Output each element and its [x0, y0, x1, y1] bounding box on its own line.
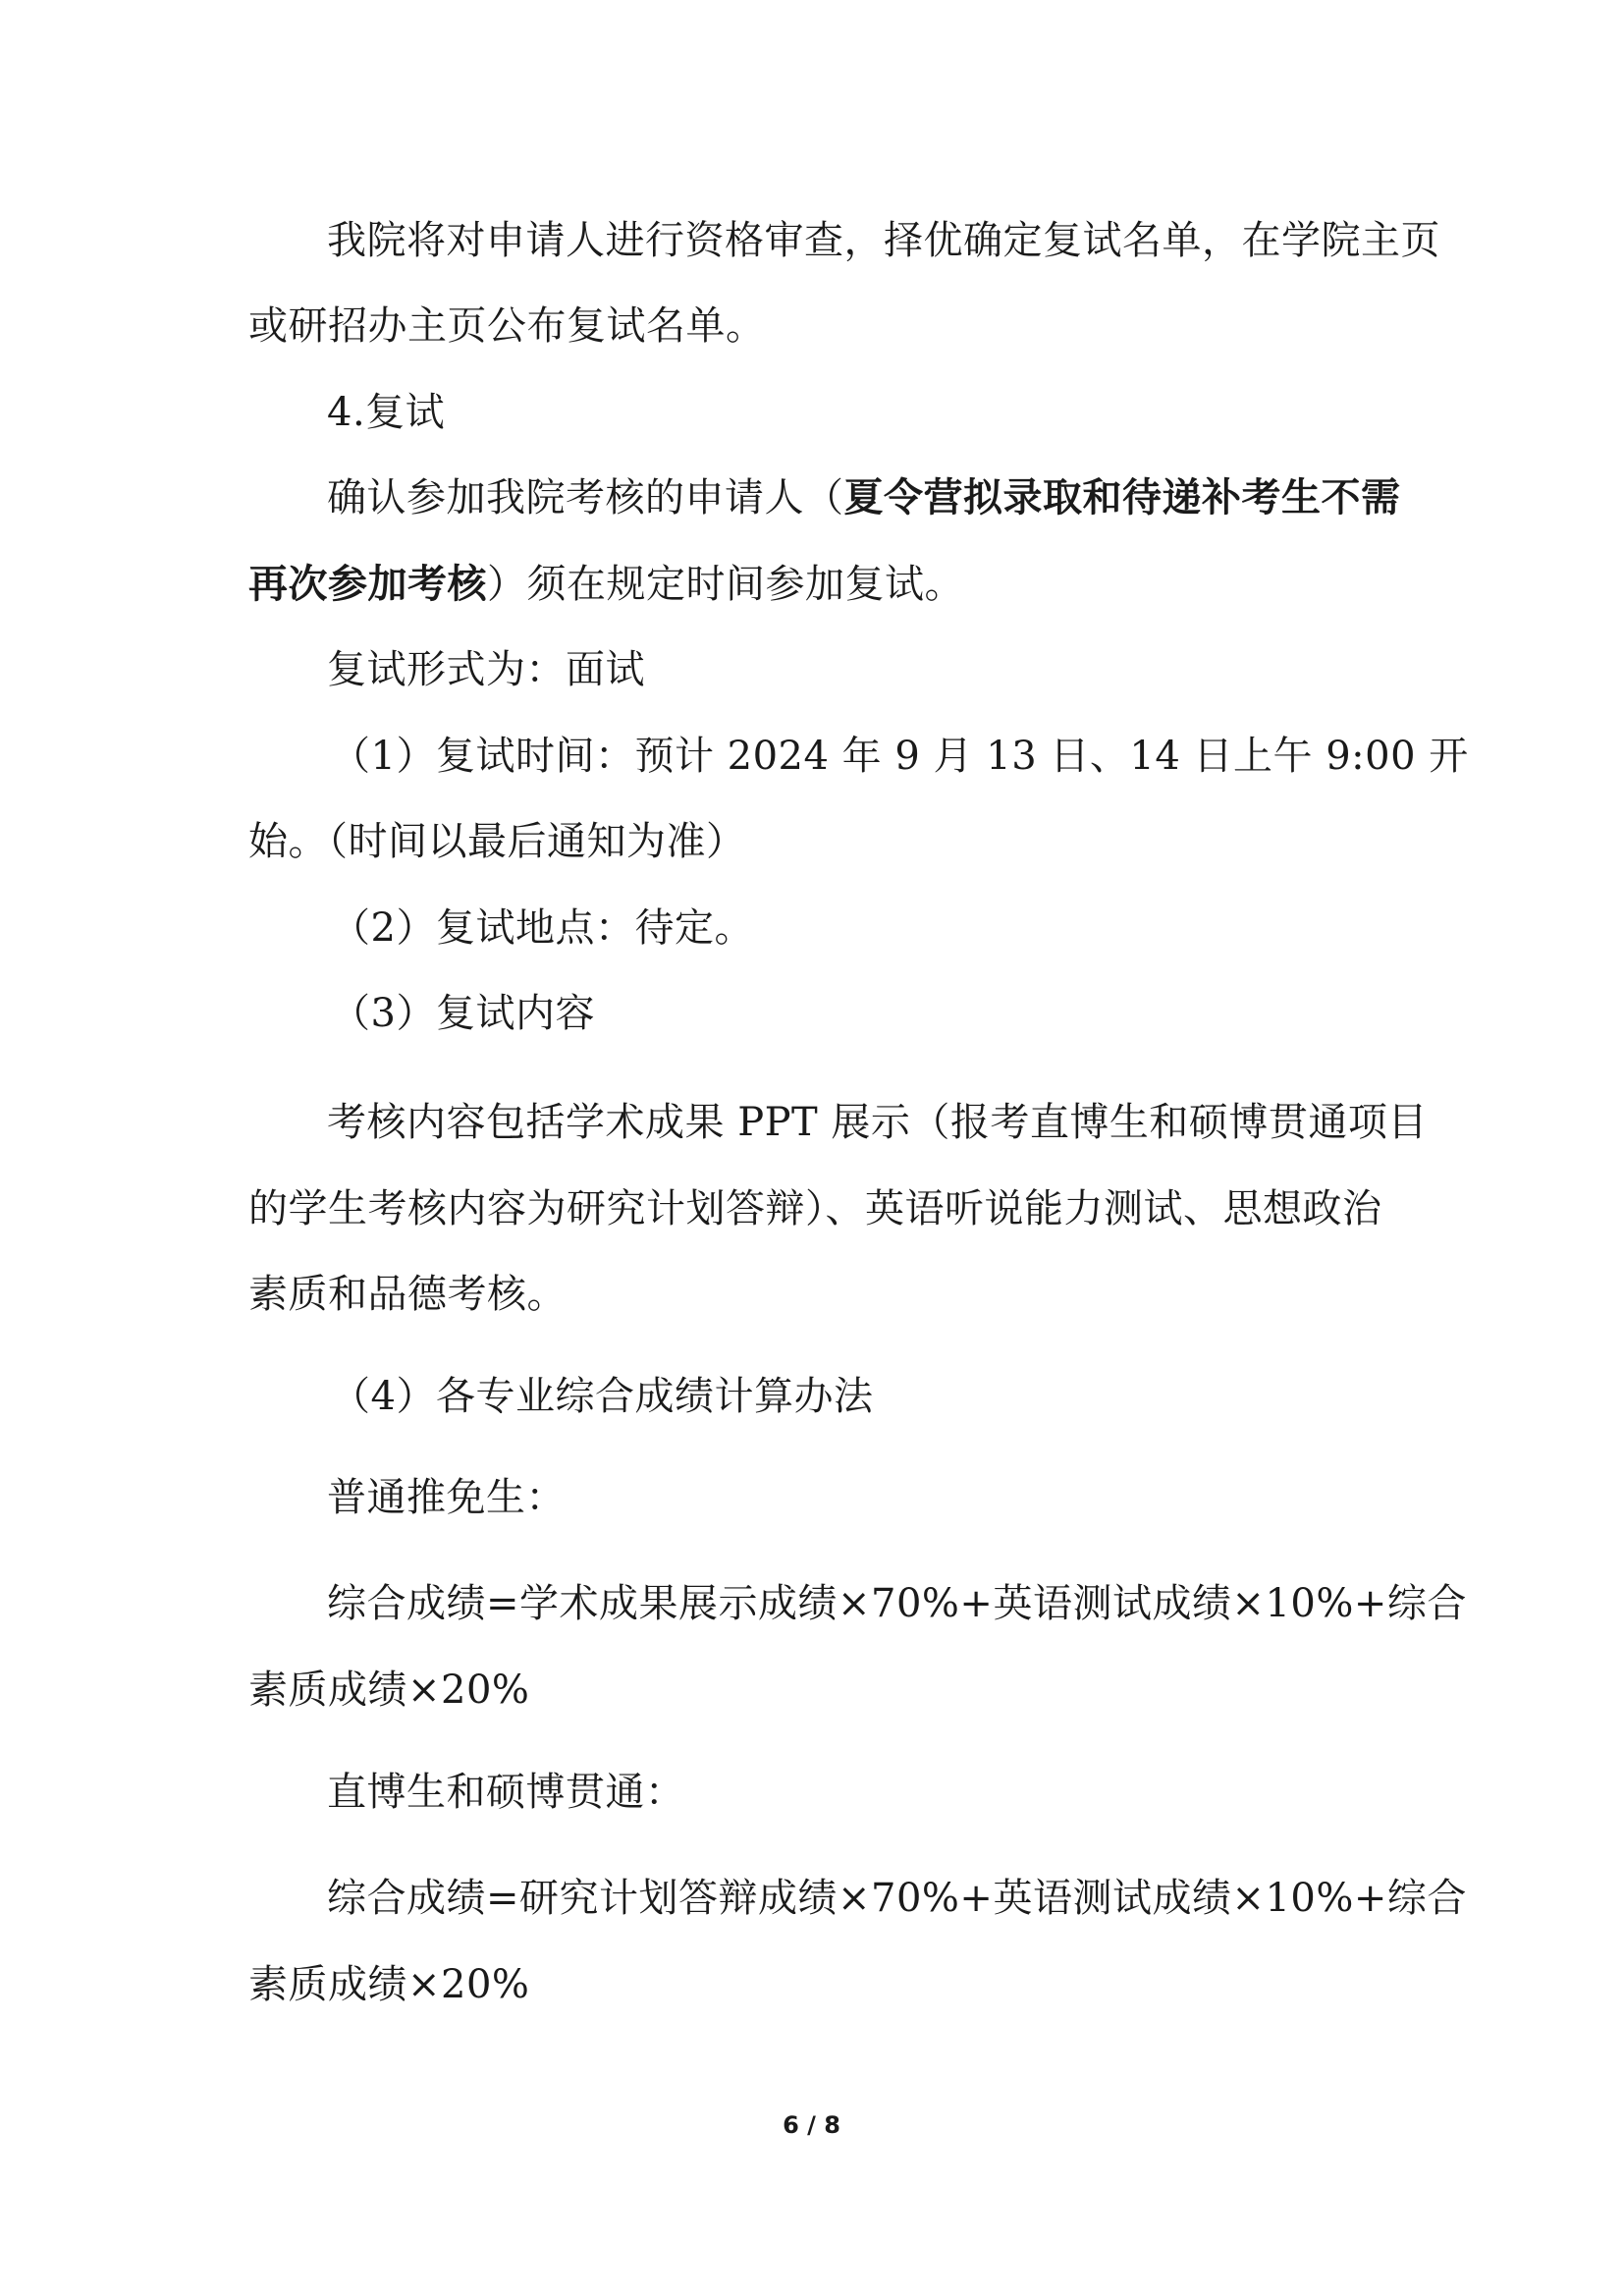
list-item-line: 始。（时间以最后通知为准）	[248, 819, 746, 864]
list-item-line: （3）复试内容	[331, 991, 595, 1036]
paragraph-line	[327, 474, 1401, 520]
paragraph-line: 的学生考核内容为研究计划答辩）、英语听说能力测试、思想政治	[248, 1186, 1382, 1231]
emphasis-text: 再次参加考核	[248, 561, 487, 607]
paragraph-line: 或研招办主页公布复试名单。	[248, 303, 766, 349]
list-item-line: （1）复试时间：预计 2024 年 9 月 13 日、14 日上午 9:00 开	[331, 734, 1469, 779]
paragraph-line: 普通推免生：	[327, 1475, 566, 1520]
paragraph-line: 复试形式为：面试	[327, 647, 645, 692]
page-number: 6 / 8	[783, 2111, 840, 2139]
paragraph-line: 考核内容包括学术成果 PPT 展示（报考直博生和硕博贯通项目	[327, 1100, 1428, 1145]
formula-line: 素质成绩×20%	[248, 1962, 530, 2007]
paragraph-line: 我院将对申请人进行资格审查，择优确定复试名单，在学院主页	[327, 218, 1440, 263]
formula-line: 综合成绩=研究计划答辩成绩×70%+英语测试成绩×10%+综合	[327, 1876, 1467, 1921]
paragraph-text: ）须在规定时间参加复试。	[487, 562, 964, 607]
paragraph-line: 直博生和硕博贯通：	[327, 1770, 685, 1815]
emphasis-text: 夏令营拟录取和待递补考生不需	[843, 474, 1401, 520]
paragraph-text: 确认参加我院考核的申请人（	[327, 475, 844, 520]
list-item-line: （2）复试地点：待定。	[331, 905, 754, 951]
formula-line: 综合成绩=学术成果展示成绩×70%+英语测试成绩×10%+综合	[327, 1581, 1467, 1626]
paragraph-line: 素质和品德考核。	[248, 1272, 567, 1317]
section-heading: 4.复试	[327, 390, 446, 435]
formula-line: 素质成绩×20%	[248, 1667, 530, 1713]
paragraph-line	[248, 561, 964, 607]
list-item-line: （4）各专业综合成绩计算办法	[331, 1374, 874, 1419]
